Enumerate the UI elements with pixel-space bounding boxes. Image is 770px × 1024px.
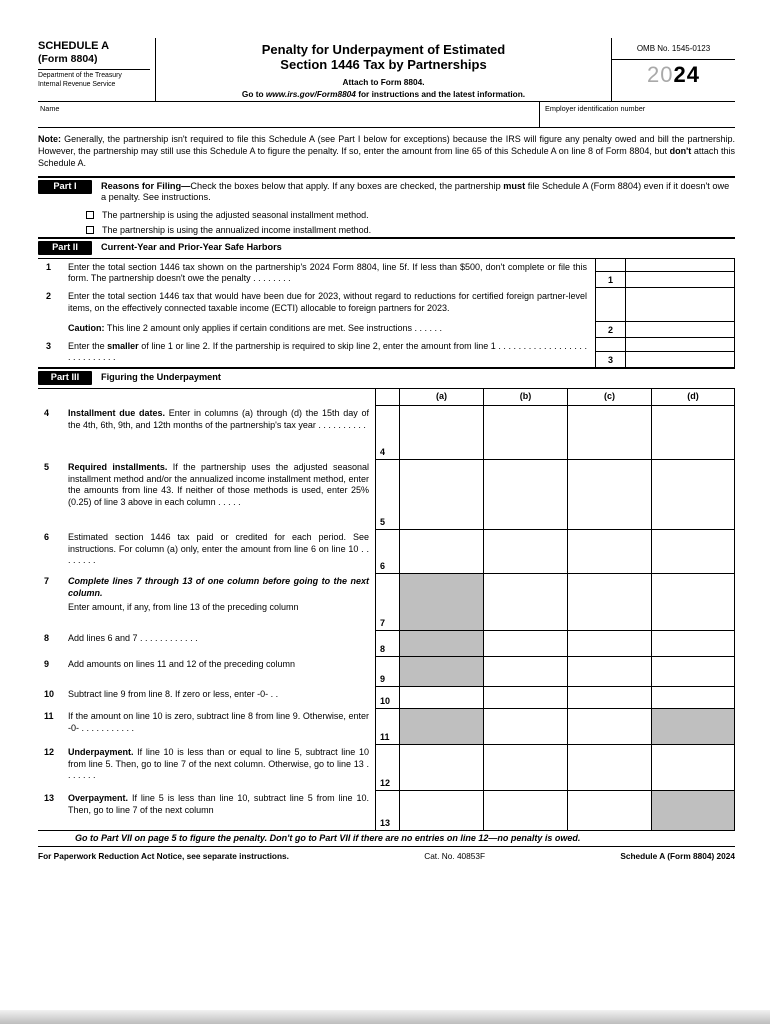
- row-8-number-cell: 8: [375, 631, 399, 657]
- row-5-bold: Required installments.: [68, 461, 168, 472]
- line-1-number-cell: [595, 259, 625, 288]
- row-8-entry-b[interactable]: [483, 631, 567, 657]
- row-7-entry-d[interactable]: [651, 574, 735, 631]
- row-12-text: [68, 747, 369, 791]
- part2-heading-text: Current-Year and Prior-Year Safe Harbors: [101, 241, 282, 252]
- note-paragraph: [38, 133, 735, 170]
- row-10-body: Subtract line 9 from line 8. If zero or less, enter -0- . .: [68, 688, 279, 699]
- row-7-number: 7: [44, 575, 50, 586]
- row-8-number: 8: [44, 632, 50, 643]
- page-bottom-edge: [0, 1010, 770, 1024]
- part1-header: [38, 176, 735, 207]
- line-2-description: [68, 288, 595, 338]
- row-4-entry-c[interactable]: [567, 406, 651, 460]
- row-12-body: If line 10 is less than or equal to line 5, subtract line 10 from line 5. Then, go to line 7 of the next column. Otherwise, go to line 13 . . . . . . .: [68, 746, 369, 781]
- row-10-entry-a[interactable]: [399, 687, 483, 709]
- row-11-entry-a-shaded: [399, 709, 483, 745]
- row-13-entry-d-shaded: [651, 791, 735, 830]
- row-6-number: 6: [44, 531, 50, 542]
- paperwork-notice: For Paperwork Reduction Act Notice, see separate instructions.: [38, 850, 289, 861]
- row-9-entry-c[interactable]: [567, 657, 651, 687]
- row-5-body: If the partnership uses the adjusted seasonal installment method and/or the annualized income installment method, enter the amounts from line 43. If neither of those methods is used, enter 25% (0.25) of line 3 above in each column . . . . .: [68, 461, 369, 507]
- row-10-entry-b[interactable]: [483, 687, 567, 709]
- checkbox-adjusted-seasonal[interactable]: [86, 211, 94, 219]
- row-10-number: 10: [44, 688, 55, 699]
- row-12-bold: Underpayment.: [68, 746, 134, 757]
- row-13-body: If line 5 is less than line 10, subtract line 5 from line 10. Then, go to line 7 of the next column: [68, 792, 369, 815]
- header-right-block: [612, 38, 735, 101]
- column-b-header: (b): [483, 389, 567, 406]
- row-12-entry-b[interactable]: [483, 745, 567, 791]
- row-9-entry-d[interactable]: [651, 657, 735, 687]
- row-7-italic-note: Complete lines 7 through 13 of one column before going to the next column.: [68, 575, 369, 598]
- part3-header: [38, 367, 735, 389]
- row-12-entry-d[interactable]: [651, 745, 735, 791]
- tax-year: [612, 60, 735, 87]
- column-header-row: [38, 389, 735, 406]
- row-4-entry-d[interactable]: [651, 406, 735, 460]
- row-4-number: 4: [44, 407, 50, 418]
- checkbox-row-2: [38, 222, 735, 237]
- row-9-number: 9: [44, 658, 50, 669]
- row-13-entry-c[interactable]: [567, 791, 651, 830]
- row-9-text: [68, 659, 369, 687]
- row-11-body: If the amount on line 10 is zero, subtract line 8 from line 9. Otherwise, enter -0- . . . . . . . . . . .: [68, 710, 369, 733]
- catalog-number: Cat. No. 40853F: [424, 850, 486, 861]
- name-ein-row: [38, 101, 735, 128]
- row-7-text: [68, 576, 369, 631]
- row-13-entry-a[interactable]: [399, 791, 483, 830]
- row-8-entry-a-shaded: [399, 631, 483, 657]
- table-row-7: [38, 574, 735, 631]
- row-12-number: 12: [44, 746, 55, 757]
- row-7-entry-c[interactable]: [567, 574, 651, 631]
- go-to-part7-note: Go to Part VII on page 5 to figure the penalty. Don't go to Part VII if there are no entries on line 12—no penalty is owed.: [38, 830, 735, 847]
- row-4-entry-a[interactable]: [399, 406, 483, 460]
- line-3-description: [68, 338, 595, 367]
- table-row-12: [38, 745, 735, 791]
- line-3-number: 3: [46, 340, 52, 351]
- part1-label: Part I: [38, 180, 92, 194]
- row-6-desc: [38, 530, 375, 574]
- name-label: Name: [40, 104, 60, 113]
- line-2-number: 2: [46, 290, 52, 301]
- part2-header: [38, 237, 735, 259]
- line-3-text2: of line 1 or line 2. If the partnership is required to skip line 2, enter the amount from line 1 . . . . . . . . . . . . . . . . . . . . . . . . . . . .: [68, 340, 587, 363]
- goto-prefix: Go to: [241, 89, 266, 99]
- line-3-box-label: 3: [596, 351, 625, 367]
- part3-heading: [101, 371, 735, 384]
- row-13-number-cell: 13: [375, 791, 399, 830]
- note-bold: don't: [669, 146, 692, 157]
- row-11-text: [68, 711, 369, 745]
- table-row-5: [38, 460, 735, 530]
- row-9-entry-b[interactable]: [483, 657, 567, 687]
- ein-input[interactable]: [539, 102, 735, 127]
- part1-heading-text1: Check the boxes below that apply. If any boxes are checked, the partnership: [190, 180, 504, 191]
- table-row-9: [38, 657, 735, 687]
- row-9-desc: [38, 657, 375, 687]
- line-1-number: 1: [46, 261, 52, 272]
- schedule-label: SCHEDULE A: [38, 40, 110, 52]
- line-2-row: [38, 288, 735, 338]
- line-2-text: Enter the total section 1446 tax that would have been due for 2023, without regard to reductions for certified foreign partner-level items, on the effectively connected taxable income (ECTI) allocable to foreign partners for 2023.: [68, 290, 587, 313]
- row-7-body: Enter amount, if any, from line 13 of the preceding column: [68, 602, 299, 613]
- note-text-1: Generally, the partnership isn't required to file this Schedule A (see Part I below for exceptions) because the IRS will figure any penalty owed and bill the partnership. However, the partnership may still use this Schedule A to figure the penalty. If so, enter the amount from line 65 of this Schedule A on line 8 of Form 8804, but: [38, 134, 735, 157]
- row-10-number-cell: 10: [375, 687, 399, 709]
- form-header: [38, 38, 735, 101]
- row-12-entry-c[interactable]: [567, 745, 651, 791]
- header-left-block: [38, 38, 155, 101]
- checkbox-label-annualized-income: The partnership is using the annualized income installment method.: [102, 224, 372, 235]
- part1-heading-text2: file Schedule A (Form 8804) even if it doesn't owe a penalty. See instructions.: [101, 180, 730, 203]
- row-13-entry-b[interactable]: [483, 791, 567, 830]
- part3-heading-text: Figuring the Underpayment: [101, 371, 221, 382]
- name-input[interactable]: [38, 102, 539, 127]
- row-4-body: Enter in columns (a) through (d) the 15th day of the 4th, 6th, 9th, and 12th months of the partnership's tax year . . . . . . . . . .: [68, 407, 369, 430]
- part1-heading-must: must: [503, 180, 526, 191]
- schedule-a-form: [38, 38, 735, 861]
- line-3-text1: Enter the: [68, 340, 108, 351]
- row-11-entry-d-shaded: [651, 709, 735, 745]
- note-text-2: attach this Schedule A.: [38, 146, 735, 169]
- row-7-desc: [38, 574, 375, 631]
- part2-heading: [101, 241, 735, 254]
- row-11-number-cell: 11: [375, 709, 399, 745]
- form-id-footer: Schedule A (Form 8804) 2024: [620, 850, 735, 861]
- row-6-entry-c[interactable]: [567, 530, 651, 574]
- part1-heading: [101, 180, 735, 204]
- row-6-entry-a[interactable]: [399, 530, 483, 574]
- column-a-header: (a): [399, 389, 483, 406]
- row-11-desc: [38, 709, 375, 745]
- row-11-number: 11: [44, 710, 54, 721]
- row-4-text: [68, 408, 369, 460]
- row-7-entry-b[interactable]: [483, 574, 567, 631]
- row-8-desc: [38, 631, 375, 657]
- line-3-amount-cell: [625, 338, 735, 367]
- row-11-entry-b[interactable]: [483, 709, 567, 745]
- line-2-number-cell: [595, 288, 625, 338]
- part3-label: Part III: [38, 371, 92, 385]
- row-10-entry-c[interactable]: [567, 687, 651, 709]
- form-title: [164, 42, 603, 72]
- row-5-entry-b[interactable]: [483, 460, 567, 530]
- row-13-bold: Overpayment.: [68, 792, 129, 803]
- table-row-4: [38, 406, 735, 460]
- dept-line1: Department of the Treasury: [38, 72, 122, 79]
- line-2-caution: [68, 323, 587, 335]
- table-row-13: [38, 791, 735, 830]
- line-number-column-header: [375, 389, 399, 406]
- row-4-entry-b[interactable]: [483, 406, 567, 460]
- row-5-number: 5: [44, 461, 50, 472]
- row-7-number-cell: 7: [375, 574, 399, 631]
- column-header-spacer: [38, 389, 375, 406]
- line-3-bold: smaller: [107, 340, 139, 351]
- line-1-description: [68, 259, 595, 288]
- table-row-11: [38, 709, 735, 745]
- row-6-text: [68, 532, 369, 574]
- line-3-amount-input[interactable]: [626, 351, 734, 367]
- row-5-desc: [38, 460, 375, 530]
- caution-label: Caution:: [68, 323, 105, 334]
- row-5-entry-a[interactable]: [399, 460, 483, 530]
- column-d-header: (d): [651, 389, 735, 406]
- row-11-entry-c[interactable]: [567, 709, 651, 745]
- note-label: Note:: [38, 134, 61, 144]
- title-line1: Penalty for Underpayment of Estimated: [261, 42, 506, 57]
- row-13-desc: [38, 791, 375, 830]
- column-c-header: (c): [567, 389, 651, 406]
- row-5-entry-d[interactable]: [651, 460, 735, 530]
- line-3-row: [38, 338, 735, 367]
- line-2-amount-cell: [625, 288, 735, 338]
- row-12-number-cell: 12: [375, 745, 399, 791]
- row-6-body: Estimated section 1446 tax paid or credited for each period. See instructions. For column (a) only, enter the amount from line 6 on line 10 . . . . . . . .: [68, 531, 369, 566]
- table-row-8: [38, 631, 735, 657]
- row-5-entry-c[interactable]: [567, 460, 651, 530]
- table-row-6: [38, 530, 735, 574]
- attach-instruction: Attach to Form 8804.: [342, 77, 425, 87]
- line-1-amount-cell: [625, 259, 735, 288]
- form-footer: [38, 851, 735, 861]
- row-10-desc: [38, 687, 375, 709]
- part2-label: Part II: [38, 241, 92, 255]
- dept-line2: Internal Revenue Service: [38, 80, 116, 88]
- title-line2: Section 1446 Tax by Partnerships: [280, 57, 487, 72]
- department-block: [38, 69, 150, 89]
- ein-label: Employer identification number: [545, 104, 646, 113]
- row-12-desc: [38, 745, 375, 791]
- row-12-entry-a[interactable]: [399, 745, 483, 791]
- year-suffix: 24: [673, 62, 700, 87]
- row-13-number: 13: [44, 792, 55, 803]
- line-2-box-label: 2: [596, 321, 625, 337]
- row-9-number-cell: 9: [375, 657, 399, 687]
- row-7-entry-a-shaded: [399, 574, 483, 631]
- row-4-desc: [38, 406, 375, 460]
- line-1-box-label: 1: [596, 271, 625, 287]
- form-number-label: (Form 8804): [38, 53, 98, 65]
- line-2-amount-input[interactable]: [626, 321, 734, 337]
- row-4-number-cell: 4: [375, 406, 399, 460]
- checkbox-row-1: [38, 207, 735, 222]
- line-1-text: Enter the total section 1446 tax shown on the partnership's 2024 Form 8804, line 5f. If less than $500, don't complete or file this form. The partnership doesn't owe the penalty . . . . . . . .: [68, 261, 587, 284]
- row-6-number-cell: 6: [375, 530, 399, 574]
- line-1-row: [38, 259, 735, 288]
- omb-number: OMB No. 1545-0123: [612, 38, 735, 60]
- row-5-text: [68, 462, 369, 530]
- row-9-entry-a-shaded: [399, 657, 483, 687]
- table-row-10: [38, 687, 735, 709]
- row-13-text: [68, 793, 369, 830]
- year-prefix: 20: [647, 62, 674, 87]
- row-8-text: [68, 633, 369, 657]
- row-5-number-cell: 5: [375, 460, 399, 530]
- header-center-block: [155, 38, 612, 101]
- irs-url: www.irs.gov/Form8804: [265, 89, 356, 99]
- checkbox-annualized-income[interactable]: [86, 226, 94, 234]
- row-8-entry-d[interactable]: [651, 631, 735, 657]
- row-6-entry-d[interactable]: [651, 530, 735, 574]
- row-9-body: Add amounts on lines 11 and 12 of the preceding column: [68, 658, 295, 669]
- row-10-text: [68, 689, 369, 709]
- row-4-bold: Installment due dates.: [68, 407, 165, 418]
- part1-heading-bold: Reasons for Filing—: [101, 180, 191, 191]
- checkbox-label-adjusted-seasonal: The partnership is using the adjusted seasonal installment method.: [102, 209, 369, 220]
- caution-text: This line 2 amount only applies if certain conditions are met. See instructions . . . . . .: [104, 323, 442, 334]
- line-1-amount-input[interactable]: [626, 271, 734, 287]
- row-10-entry-d[interactable]: [651, 687, 735, 709]
- goto-instruction: [164, 89, 603, 99]
- row-6-entry-b[interactable]: [483, 530, 567, 574]
- goto-suffix: for instructions and the latest information.: [355, 89, 526, 99]
- row-8-entry-c[interactable]: [567, 631, 651, 657]
- line-3-number-cell: [595, 338, 625, 367]
- row-8-body: Add lines 6 and 7 . . . . . . . . . . . .: [68, 632, 198, 643]
